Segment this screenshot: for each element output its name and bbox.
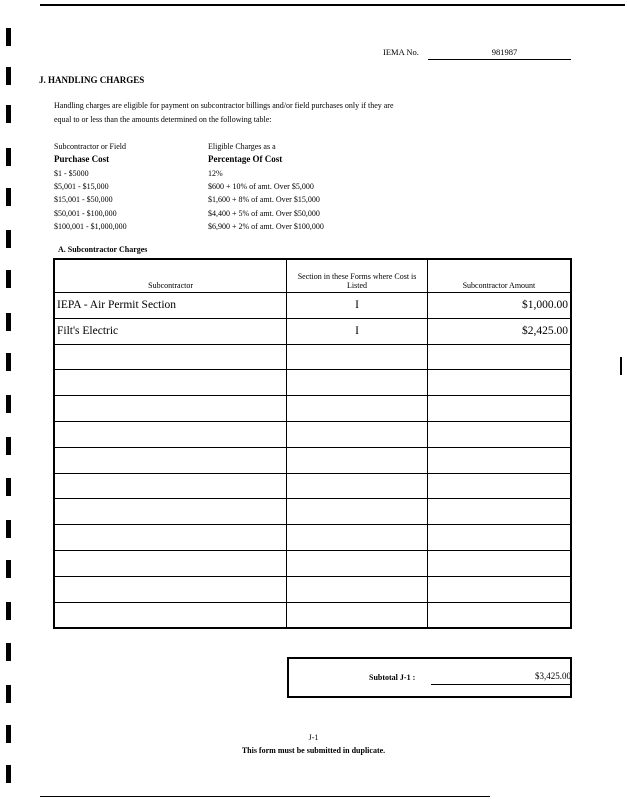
empty-row[interactable]	[54, 499, 571, 525]
empty-row[interactable]	[54, 576, 571, 602]
binder-mark	[6, 685, 11, 703]
subcontractor-name[interactable]: Filt's Electric	[54, 318, 287, 344]
empty-row[interactable]	[54, 473, 571, 499]
subtotal-label: Subtotal J-1 :	[369, 673, 416, 682]
binder-mark	[6, 437, 11, 455]
rate-charge: $6,900 + 2% of amt. Over $100,000	[208, 221, 324, 231]
subtotal-box	[287, 657, 572, 698]
rate-cost: $50,001 - $100,000	[54, 208, 117, 218]
empty-row[interactable]	[54, 421, 571, 447]
amount-cell[interactable]: $2,425.00	[427, 318, 571, 344]
iema-number-field	[428, 47, 571, 60]
binder-mark	[6, 520, 11, 538]
top-border-line	[40, 4, 625, 6]
binder-mark	[6, 188, 11, 206]
section-title: J. HANDLING CHARGES	[39, 75, 145, 85]
binder-mark	[6, 560, 11, 578]
subcontractor-title: A. Subcontractor Charges	[58, 245, 148, 254]
empty-row[interactable]	[54, 525, 571, 551]
rates-col2-head1: Eligible Charges as a	[208, 142, 276, 151]
empty-row[interactable]	[54, 550, 571, 576]
binder-mark	[6, 270, 11, 288]
rate-cost: $5,001 - $15,000	[54, 182, 109, 192]
rate-cost: $1 - $5000	[54, 169, 89, 178]
intro-line-2: equal to or less than the amounts determined on the following table:	[54, 115, 272, 124]
iema-number: 981987	[491, 47, 518, 57]
binder-mark	[6, 353, 11, 371]
bottom-border-line	[40, 796, 490, 797]
section-cell[interactable]: I	[287, 318, 428, 344]
rates-charge-column	[208, 167, 324, 233]
binder-mark	[6, 765, 11, 783]
scan-mark-right	[620, 357, 622, 375]
binder-mark	[6, 643, 11, 661]
binder-mark	[6, 313, 11, 331]
table-row	[54, 293, 571, 319]
empty-row[interactable]	[54, 447, 571, 473]
binder-mark	[6, 602, 11, 620]
duplicate-note: This form must be submitted in duplicate.	[241, 746, 386, 755]
rate-charge: $600 + 10% of amt. Over $5,000	[208, 182, 314, 192]
section-cell[interactable]: I	[287, 293, 428, 319]
rates-col1-head1: Subcontractor or Field	[54, 142, 126, 151]
binder-mark	[6, 478, 11, 496]
amount-cell[interactable]: $1,000.00	[427, 293, 571, 319]
empty-row[interactable]	[54, 396, 571, 422]
col-header-amount: Subcontractor Amount	[427, 259, 571, 293]
col-header-section: Section in these Forms where Cost is Listed	[287, 259, 428, 293]
iema-label: IEMA No.	[383, 47, 419, 57]
binder-mark	[6, 395, 11, 413]
empty-row[interactable]	[54, 370, 571, 396]
rate-charge: $1,600 + 8% of amt. Over $15,000	[208, 195, 320, 205]
subcontractor-table	[53, 258, 572, 629]
subtotal-value-field[interactable]	[431, 671, 571, 685]
subtotal-value: $3,425.00	[535, 671, 571, 681]
rate-cost: $100,001 - $1,000,000	[54, 221, 127, 231]
binder-mark	[6, 28, 11, 46]
empty-row[interactable]	[54, 602, 571, 628]
page-number: J-1	[308, 733, 319, 742]
rate-charge: 12%	[208, 169, 223, 178]
rates-col1-head2: Purchase Cost	[54, 154, 110, 164]
binder-mark	[6, 230, 11, 248]
binder-mark	[6, 148, 11, 166]
rates-col2-head2: Percentage Of Cost	[208, 154, 283, 164]
intro-line-1: Handling charges are eligible for payment on subcontractor billings and/or field purchases only if they are	[54, 101, 394, 110]
empty-row[interactable]	[54, 344, 571, 370]
rates-cost-column	[54, 167, 127, 233]
binder-mark	[6, 105, 11, 123]
subcontractor-name[interactable]: IEPA - Air Permit Section	[54, 293, 287, 319]
table-header-row	[54, 259, 571, 293]
rate-charge: $4,400 + 5% of amt. Over $50,000	[208, 208, 320, 218]
col-header-subcontractor: Subcontractor	[54, 259, 287, 293]
binder-mark	[6, 67, 11, 85]
table-row	[54, 318, 571, 344]
rate-cost: $15,001 - $50,000	[54, 195, 113, 205]
